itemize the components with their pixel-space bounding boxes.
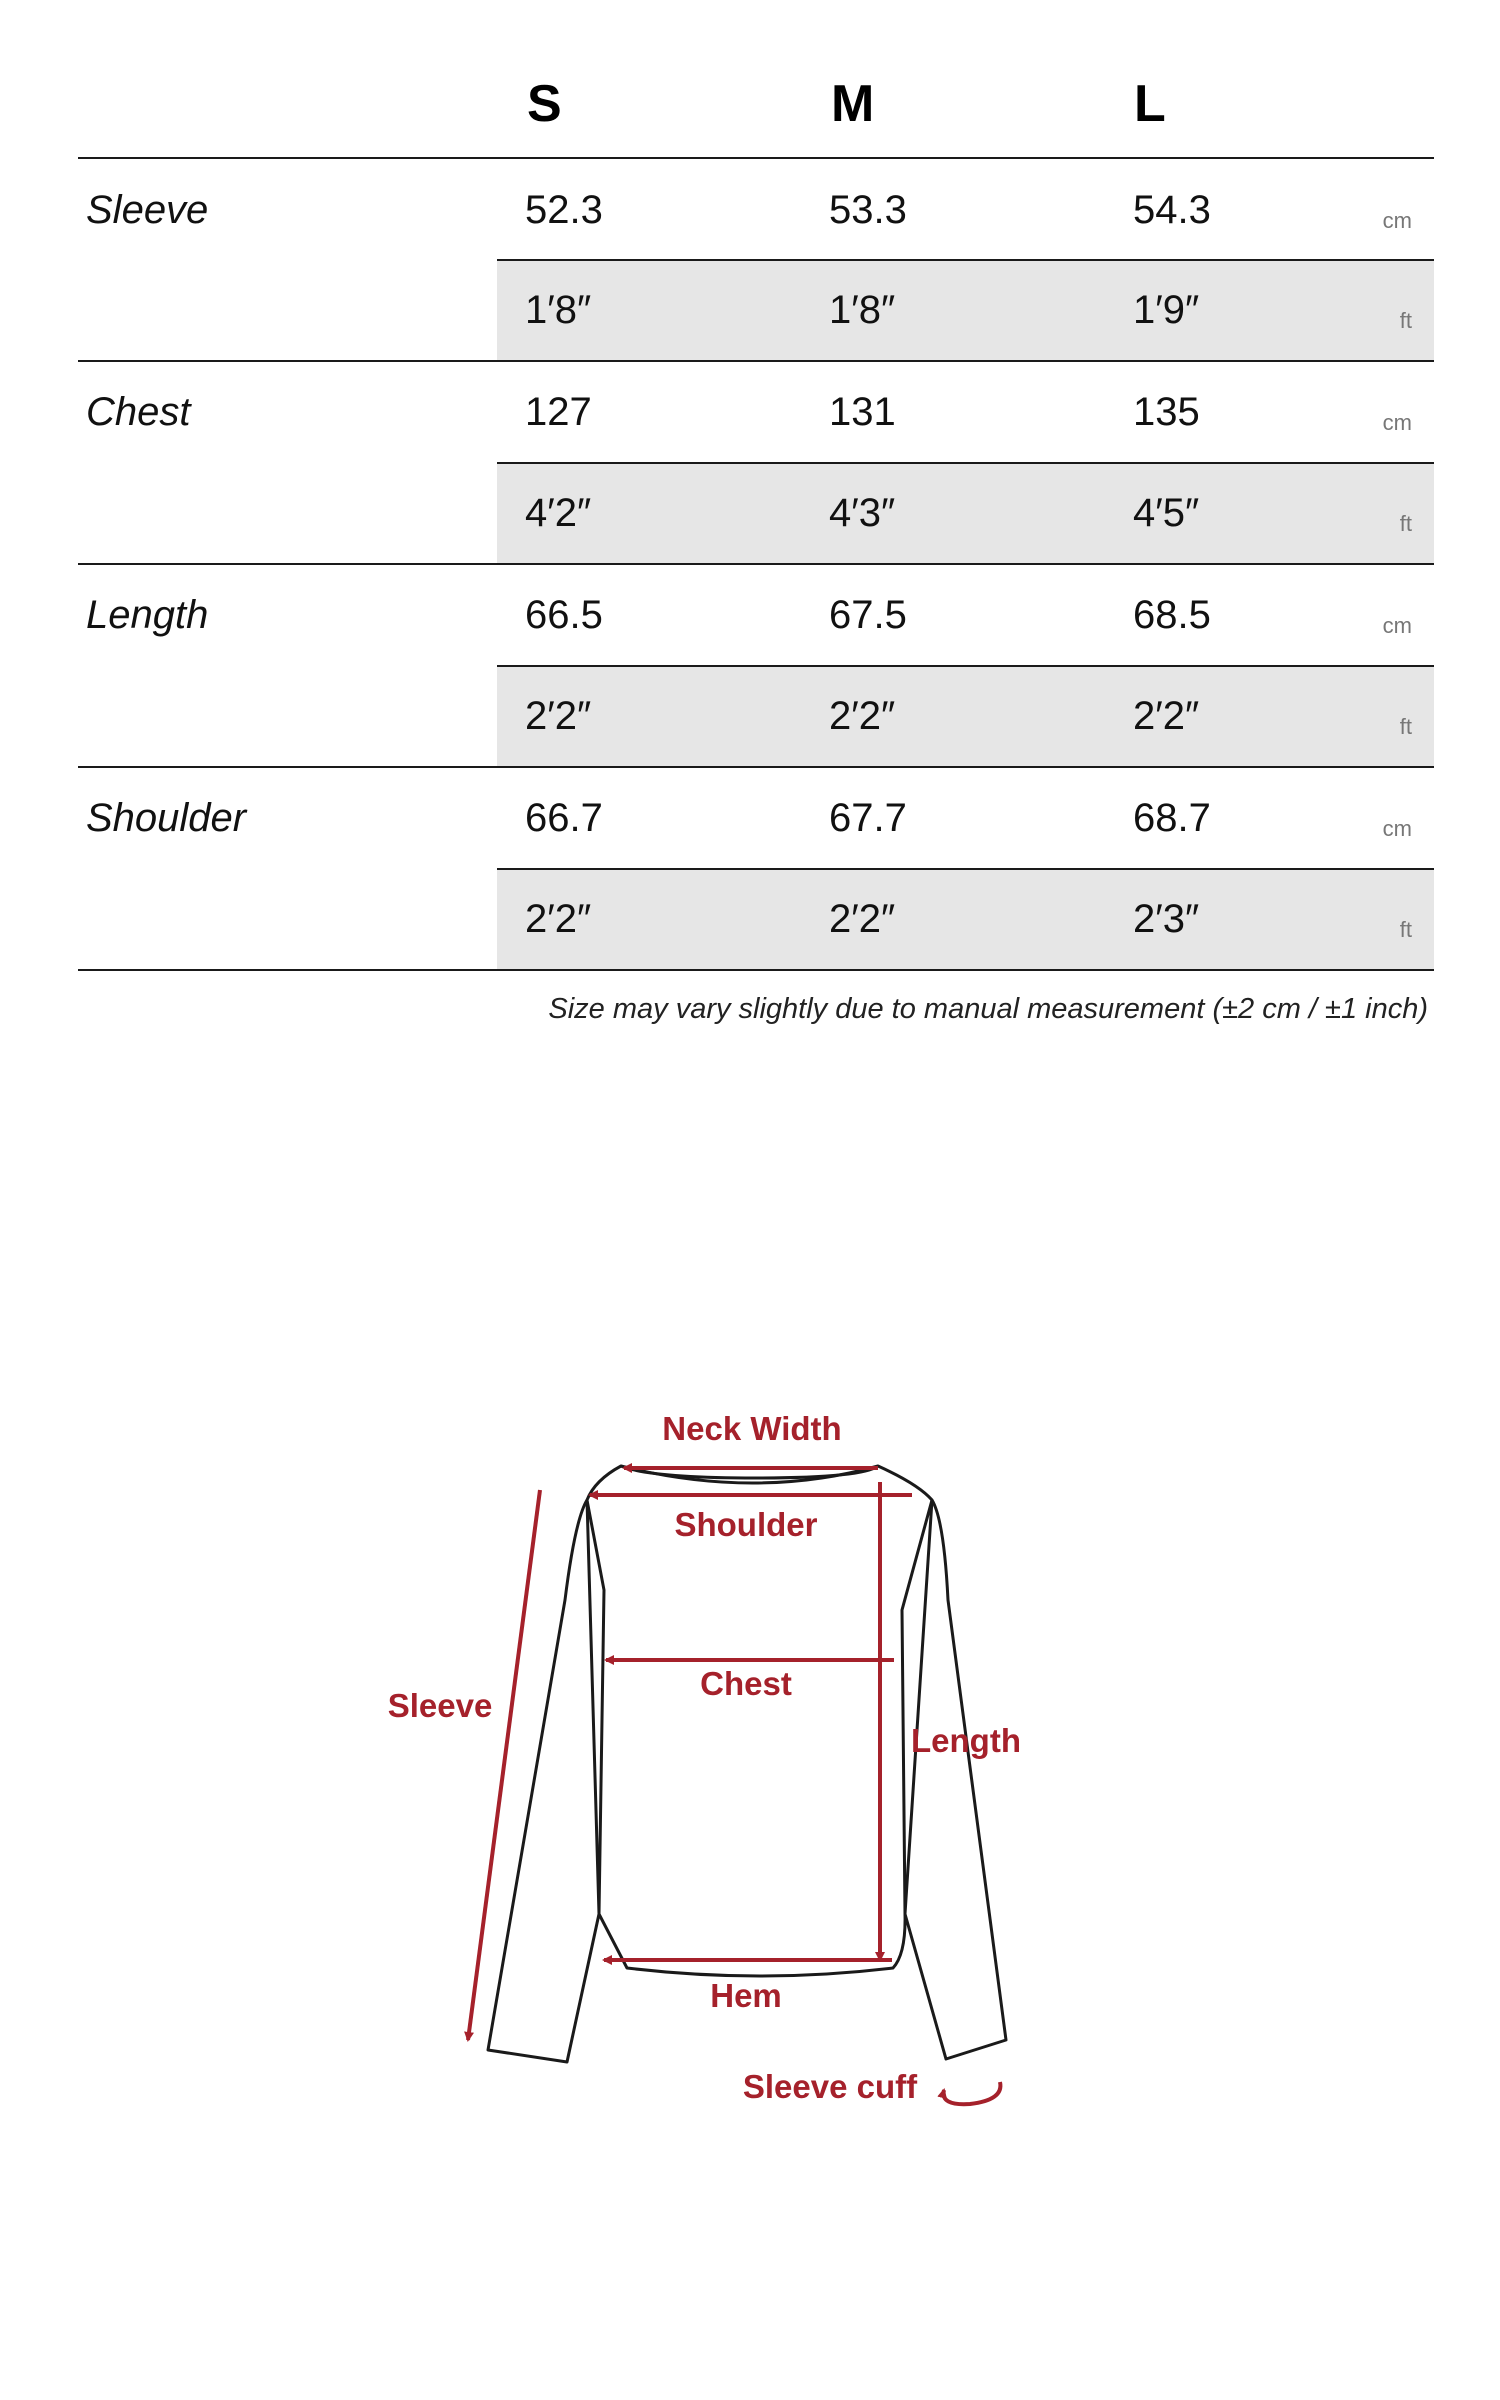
sleeve-unit-cm: cm <box>1382 208 1412 233</box>
table-bottom-rule <box>78 969 1434 971</box>
chest-unit-cm: cm <box>1382 410 1412 435</box>
sleeve-cm-l: 54.3 <box>1133 188 1211 232</box>
length-ft-l: 2′2″ <box>1133 694 1200 738</box>
chest-ft-s: 4′2″ <box>525 491 592 535</box>
shoulder-cm-s: 66.7 <box>525 796 603 840</box>
sweater-outline <box>488 1466 1006 2062</box>
shoulder-cm-l: 68.7 <box>1133 796 1211 840</box>
length-ft-row-bg <box>497 666 1434 766</box>
label-shoulder: Shoulder <box>674 1506 818 1543</box>
chest-ft-l: 4′5″ <box>1133 491 1200 535</box>
size-s-header: S <box>527 75 562 133</box>
sleeve-ft-s: 1′8″ <box>525 288 592 332</box>
shoulder-unit-cm: cm <box>1382 816 1412 841</box>
measure-label-chest: Chest <box>86 390 191 434</box>
length-unit-ft: ft <box>1399 714 1412 739</box>
sleeve-cm-m: 53.3 <box>829 188 907 232</box>
chest-ft-row-bg <box>497 463 1434 563</box>
shoulder-ft-row-bg <box>497 869 1434 969</box>
size-l-header: L <box>1134 75 1166 133</box>
sleeve-ft-row-bg <box>497 260 1434 360</box>
length-ft-m: 2′2″ <box>829 694 896 738</box>
length-ft-s: 2′2″ <box>525 694 592 738</box>
sleeve-ft-l: 1′9″ <box>1133 288 1200 332</box>
label-length: Length <box>911 1722 1021 1759</box>
length-cm-l: 68.5 <box>1133 593 1211 637</box>
chest-sub-rule <box>497 462 1434 464</box>
label-hem: Hem <box>710 1977 782 2014</box>
table-top-rule <box>78 157 1434 159</box>
sleeve-unit-ft: ft <box>1399 308 1412 333</box>
length-cm-s: 66.5 <box>525 593 603 637</box>
size-m-header: M <box>831 75 875 133</box>
label-sleeve: Sleeve <box>387 1687 493 1724</box>
sleeve-cuff-arrow <box>944 2082 1001 2104</box>
length-unit-cm: cm <box>1382 613 1412 638</box>
label-chest: Chest <box>700 1665 792 1702</box>
label-sleeve-cuff: Sleeve cuff <box>742 2068 918 2105</box>
chest-ft-m: 4′3″ <box>829 491 896 535</box>
sleeve-ft-m: 1′8″ <box>829 288 896 332</box>
sleeve-cm-s: 52.3 <box>525 188 603 232</box>
length-sub-rule <box>497 665 1434 667</box>
shoulder-cm-m: 67.7 <box>829 796 907 840</box>
measure-label-shoulder: Shoulder <box>86 796 247 840</box>
measurement-note: Size may vary slightly due to manual measurement (±2 cm / ±1 inch) <box>548 993 1428 1025</box>
shoulder-ft-s: 2′2″ <box>525 897 592 941</box>
label-neck-width: Neck Width <box>662 1410 842 1447</box>
row-rule-2 <box>78 563 1434 565</box>
chest-cm-l: 135 <box>1133 390 1200 434</box>
shoulder-ft-l: 2′3″ <box>1133 897 1200 941</box>
row-rule-3 <box>78 766 1434 768</box>
shoulder-ft-m: 2′2″ <box>829 897 896 941</box>
sweater-right-sleeve <box>905 1500 1006 2059</box>
shoulder-sub-rule <box>497 868 1434 870</box>
sweater-left-sleeve <box>488 1500 599 2062</box>
sleeve-sub-rule <box>497 259 1434 261</box>
row-rule-1 <box>78 360 1434 362</box>
measure-label-sleeve: Sleeve <box>86 188 209 232</box>
chest-cm-s: 127 <box>525 390 592 434</box>
chest-cm-m: 131 <box>829 390 896 434</box>
shoulder-unit-ft: ft <box>1399 917 1412 942</box>
length-cm-m: 67.5 <box>829 593 907 637</box>
measure-label-length: Length <box>86 593 209 637</box>
garment-diagram <box>0 1380 1500 2140</box>
chest-unit-ft: ft <box>1399 511 1412 536</box>
